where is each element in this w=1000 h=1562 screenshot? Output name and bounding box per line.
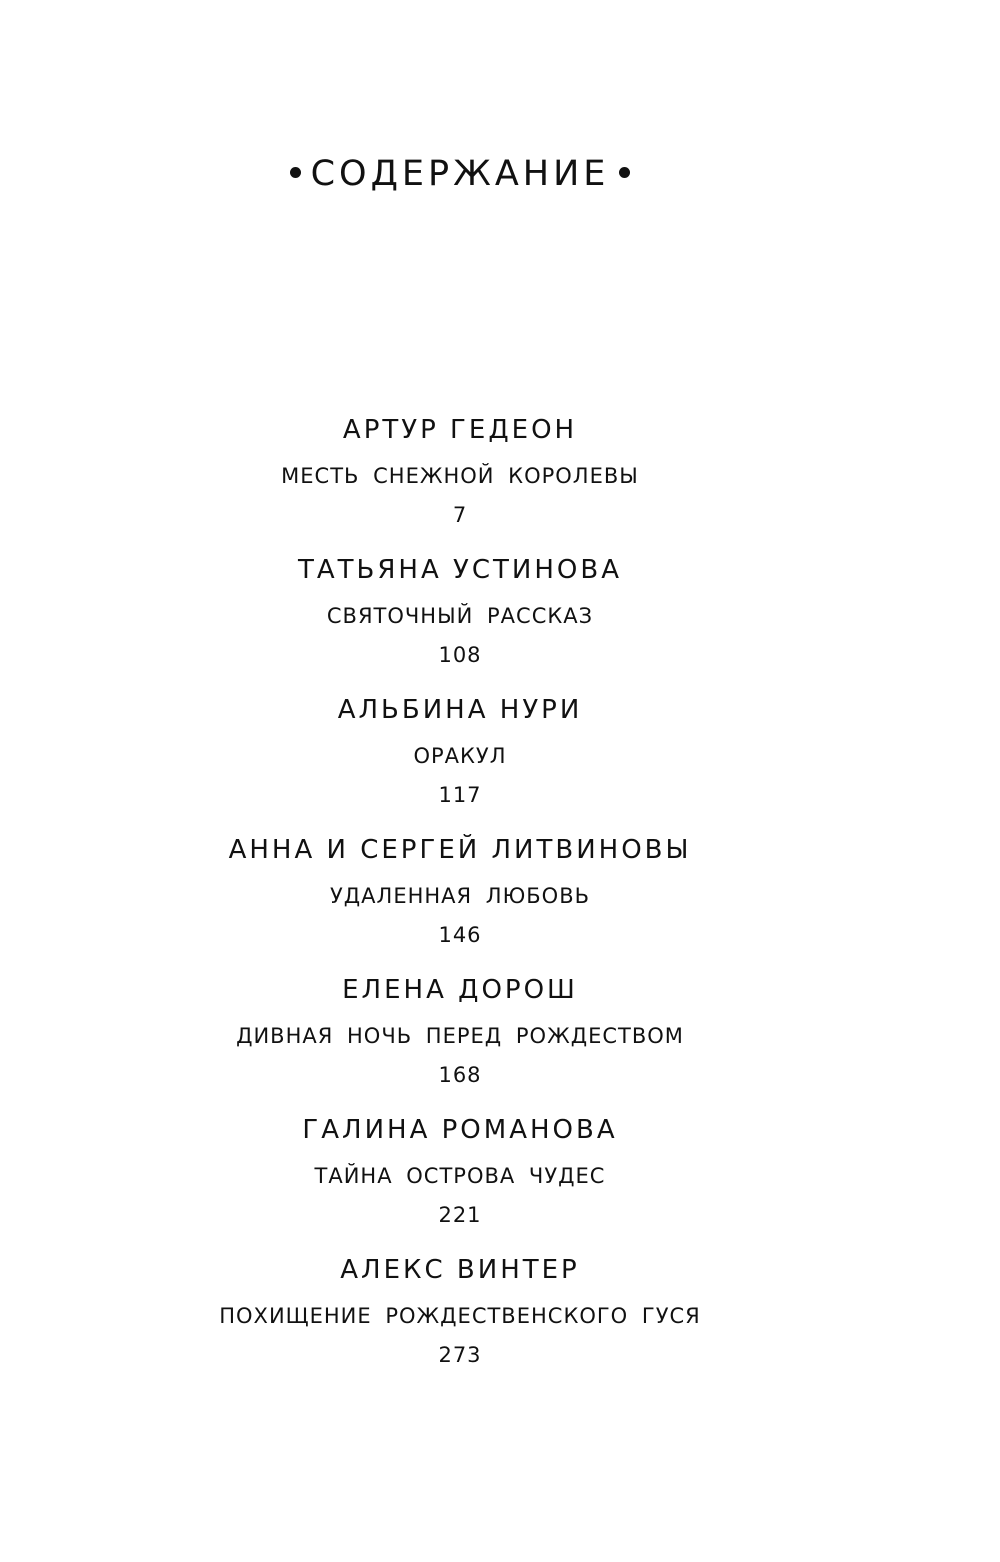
table-of-contents bbox=[0, 406, 920, 1386]
toc-page-number: 273 bbox=[438, 1343, 482, 1367]
toc-author: АРТУР ГЕДЕОН bbox=[342, 415, 578, 445]
toc-entry[interactable] bbox=[0, 966, 920, 1106]
bullet-dot-icon bbox=[619, 167, 630, 178]
toc-page-number: 146 bbox=[438, 923, 482, 947]
toc-page-number: 221 bbox=[438, 1203, 482, 1227]
bullet-dot-icon bbox=[290, 167, 301, 178]
toc-story-title: ТАЙНА ОСТРОВА ЧУДЕС bbox=[314, 1164, 606, 1188]
toc-author: АЛЕКС ВИНТЕР bbox=[340, 1255, 580, 1285]
toc-page-number: 7 bbox=[452, 503, 468, 527]
toc-story-title: ОРАКУЛ bbox=[413, 744, 507, 768]
toc-story-title: МЕСТЬ СНЕЖНОЙ КОРОЛЕВЫ bbox=[281, 464, 639, 488]
toc-entry[interactable] bbox=[0, 826, 920, 966]
toc-story-title: ПОХИЩЕНИЕ РОЖДЕСТВЕНСКОГО ГУСЯ bbox=[219, 1304, 701, 1328]
toc-author: ЕЛЕНА ДОРОШ bbox=[342, 975, 578, 1005]
toc-entry[interactable] bbox=[0, 686, 920, 826]
toc-author: АННА И СЕРГЕЙ ЛИТВИНОВЫ bbox=[228, 835, 692, 865]
toc-entry[interactable] bbox=[0, 406, 920, 546]
page-title bbox=[0, 148, 920, 200]
toc-entry[interactable] bbox=[0, 1246, 920, 1386]
toc-entry[interactable] bbox=[0, 546, 920, 686]
toc-page-number: 117 bbox=[438, 783, 482, 807]
toc-page-number: 168 bbox=[438, 1063, 482, 1087]
toc-page-number: 108 bbox=[438, 643, 482, 667]
toc-story-title: УДАЛЕННАЯ ЛЮБОВЬ bbox=[329, 884, 591, 908]
page-title-text: СОДЕРЖАНИЕ bbox=[310, 154, 610, 194]
toc-author: ГАЛИНА РОМАНОВА bbox=[302, 1115, 618, 1145]
toc-story-title: СВЯТОЧНЫЙ РАССКАЗ bbox=[326, 604, 594, 628]
toc-story-title: ДИВНАЯ НОЧЬ ПЕРЕД РОЖДЕСТВОМ bbox=[236, 1024, 684, 1048]
toc-author: ТАТЬЯНА УСТИНОВА bbox=[297, 555, 623, 585]
toc-entry[interactable] bbox=[0, 1106, 920, 1246]
toc-author: АЛЬБИНА НУРИ bbox=[337, 695, 583, 725]
